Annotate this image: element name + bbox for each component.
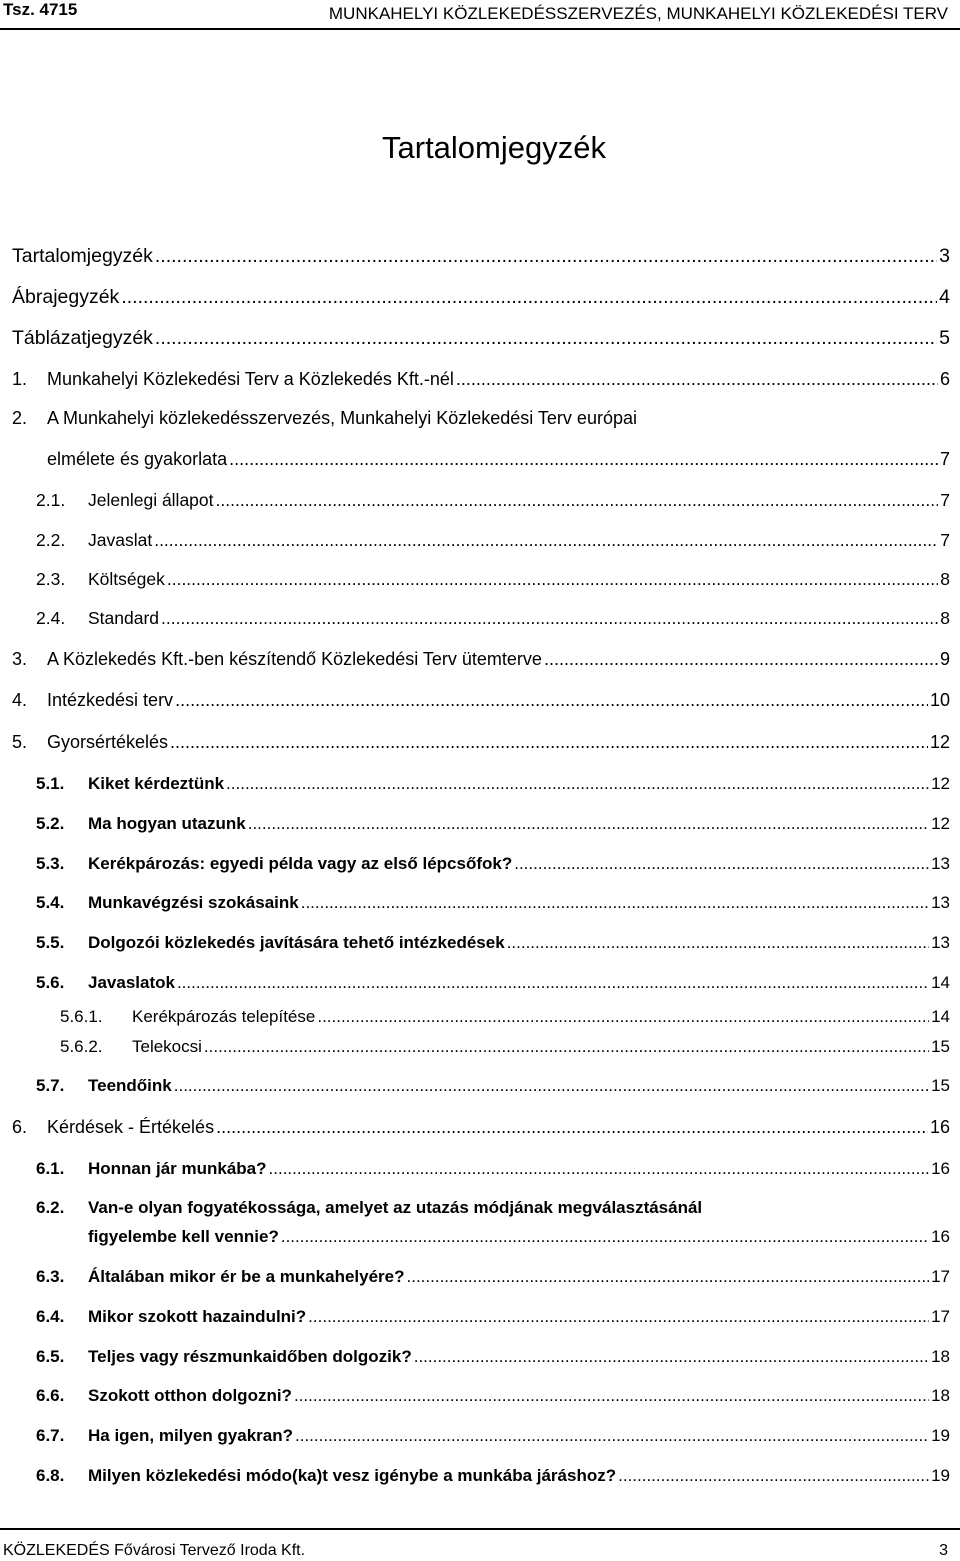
toc-entry-text: Teendőink [88,1076,172,1095]
toc-entry-number: 6.4. [36,1307,65,1326]
toc-leader [269,1159,930,1179]
toc-leader [226,774,929,794]
toc-entry-page: 7 [940,530,950,550]
toc-entry-number: 6.8. [36,1466,65,1485]
toc-entry-number: 6.6. [36,1386,65,1405]
toc-leader [167,569,938,590]
toc-entry[interactable] [12,327,950,350]
toc-leader [544,649,938,670]
toc-entry[interactable] [36,893,950,913]
toc-leader [308,1307,929,1327]
toc-entry-number: 2.4. [36,608,66,628]
toc-leader [407,1267,930,1287]
toc-entry-number: 5.5. [36,933,65,952]
toc-entry-text: elmélete és gyakorlata [47,449,228,469]
toc-entry-number: 5.6.1. [60,1007,103,1026]
toc-leader [281,1227,929,1247]
toc-entry-page: 13 [931,854,950,873]
toc-entry-number: 2.2. [36,530,66,550]
page-footer [0,1528,960,1561]
toc-entry[interactable] [36,490,950,511]
toc-entry[interactable] [36,1307,950,1327]
toc-entry-page: 18 [931,1386,950,1405]
toc-entry-page: 10 [929,690,950,710]
toc-entry-text: Munkavégzési szokásaink [88,893,299,912]
toc-entry-text: Jelenlegi állapot [88,490,214,510]
toc-entry-number: 6.1. [36,1159,65,1178]
page-title: Tartalomjegyzék [382,130,606,165]
toc-entry-text: Dolgozói közlekedés javítására tehető intézkedések [88,933,505,952]
toc-leader [170,732,928,753]
toc-entry[interactable] [36,1347,950,1367]
toc-entry[interactable] [36,1386,950,1406]
toc-entry[interactable] [36,854,950,874]
toc-entry-page: 14 [931,1007,950,1026]
toc-entry[interactable] [36,608,950,629]
toc-entry-number: 5.4. [36,893,65,912]
toc-entry[interactable] [36,1267,950,1287]
toc-entry-page: 16 [929,1117,950,1137]
toc-leader [414,1347,929,1367]
footer-rule [0,1528,960,1530]
toc-entry-number: 6.3. [36,1267,65,1286]
toc-entry-number: 5.3. [36,854,65,873]
toc-entry-text: Gyorsértékelés [47,732,169,752]
toc-entry[interactable] [36,1426,950,1446]
toc-leader [154,530,938,551]
toc-entry-number: 2.3. [36,569,66,589]
toc-leader [618,1466,929,1486]
toc-entry[interactable] [12,369,950,390]
document-number: Tsz. 4715 [3,0,78,19]
toc-entry-page: 16 [931,1227,950,1246]
toc-entry-text: Javaslat [88,530,153,550]
toc-entry-page: 19 [931,1426,950,1445]
toc-leader [294,1386,929,1406]
toc-entry-page: 16 [931,1159,950,1178]
toc-entry-number: 6.2. [36,1198,65,1217]
toc-entry-number: 1. [12,369,28,389]
toc-entry-number: 5.7. [36,1076,65,1095]
toc-entry-text: Kiket kérdeztünk [88,774,225,793]
toc-leader [121,286,937,309]
toc-entry-number: 6. [12,1117,28,1137]
toc-entry-page: 12 [929,732,950,752]
toc-entry[interactable] [60,1007,950,1027]
toc-entry-page: 4 [939,286,950,308]
toc-entry-page: 13 [931,893,950,912]
toc-leader [514,854,929,874]
toc-entry-text: Standard [88,608,160,628]
toc-entry-text: Honnan jár munkába? [88,1159,267,1178]
toc-entry-number: 5.6. [36,973,65,992]
toc-entry-page: 12 [931,814,950,833]
toc-entry[interactable] [12,1117,950,1138]
toc-entry-page: 8 [940,569,950,589]
toc-entry[interactable] [36,973,950,993]
toc-entry-continuation[interactable] [88,1227,950,1247]
toc-entry-number: 6.5. [36,1347,65,1366]
toc-entry[interactable] [36,1466,950,1486]
toc-entry[interactable] [36,933,950,953]
toc-entry-page: 17 [931,1307,950,1326]
toc-entry-page: 5 [939,327,950,349]
toc-entry-page: 12 [931,774,950,793]
toc-entry-text: Szokott otthon dolgozni? [88,1386,292,1405]
toc-entry[interactable] [12,690,950,711]
toc-entry-number: 5.1. [36,774,65,793]
toc-entry-number: 5.2. [36,814,65,833]
toc-entry-number: 2.1. [36,490,66,510]
toc-entry-number: 4. [12,690,28,710]
toc-entry-text: Milyen közlekedési módo(ka)t vesz igénybe a munkába járáshoz? [88,1466,617,1485]
toc-entry-text: Táblázatjegyzék [12,327,153,349]
toc-leader [248,814,929,834]
toc-leader [177,973,929,993]
toc-leader [229,449,938,470]
toc-entry-number: 5.6.2. [60,1037,103,1056]
toc-leader [456,369,938,390]
running-title: MUNKAHELYI KÖZLEKEDÉSSZERVEZÉS, MUNKAHELYI KÖZLEKEDÉSI TERV [328,4,948,23]
toc-leader [175,690,928,711]
toc-entry-page: 7 [940,490,950,510]
toc-entry-text: A Munkahelyi közlekedésszervezés, Munkahelyi Közlekedési Terv európai [47,408,637,428]
toc-leader [204,1037,929,1057]
toc-entry-number: 6.7. [36,1426,65,1445]
toc-entry-page: 3 [939,245,950,267]
toc-entry-number: 5. [12,732,28,752]
toc-entry-number: 3. [12,649,28,669]
toc-entry-page: 15 [931,1076,950,1095]
toc-entry-text: A Közlekedés Kft.-ben készítendő Közlekedési Terv ütemterve [47,649,542,669]
toc-leader [155,245,937,268]
toc-entry-text: Munkahelyi Közlekedési Terv a Közlekedés Kft.-nél [47,369,454,389]
toc-entry-page: 14 [931,973,950,992]
toc-entry-text: Költségek [88,569,165,589]
toc-leader [301,893,929,913]
toc-entry-text: Tartalomjegyzék [12,245,153,267]
toc-entry[interactable] [12,732,950,753]
toc-entry-text: Ábrajegyzék [12,286,120,308]
toc-entry-number: 2. [12,408,28,428]
toc-entry[interactable] [12,649,950,670]
toc-entry-page: 13 [931,933,950,952]
toc-entry[interactable] [36,814,950,834]
toc-leader [161,608,938,629]
toc-entry-page: 18 [931,1347,950,1366]
toc-entry-text: Mikor szokott hazaindulni? [88,1307,307,1326]
toc-entry-page: 8 [940,608,950,628]
toc-entry-text: Telekocsi [132,1037,202,1056]
toc-entry-text: Ma hogyan utazunk [88,814,246,833]
toc-entry[interactable] [36,1198,702,1218]
page-number: 3 [939,1542,948,1559]
toc-entry[interactable] [12,245,950,268]
toc-leader [216,1117,928,1138]
toc-entry[interactable] [60,1037,950,1057]
toc-entry-page: 15 [931,1037,950,1056]
toc-entry[interactable] [36,530,950,551]
toc-entry-page: 6 [939,369,950,389]
toc-entry-text: Kerékpározás: egyedi példa vagy az első lépcsőfok? [88,854,513,873]
toc-entry[interactable] [12,286,950,309]
toc-leader [216,490,939,511]
toc-entry-page: 9 [939,649,950,669]
toc-entry-text: Általában mikor ér be a munkahelyére? [88,1267,405,1286]
toc-entry-page: 7 [939,449,950,469]
toc-leader [295,1426,929,1446]
toc-leader [507,933,929,953]
toc-entry-text: Ha igen, milyen gyakran? [88,1426,294,1445]
toc-entry[interactable] [12,408,637,429]
publisher-name: KÖZLEKEDÉS Fővárosi Tervező Iroda Kft. [3,1542,306,1559]
toc-entry[interactable] [36,774,950,794]
toc-entry-page: 17 [931,1267,950,1286]
toc-entry-continuation[interactable] [47,449,950,470]
toc-entry-text: Kerékpározás telepítése [132,1007,316,1026]
toc-leader [317,1007,929,1027]
toc-entry-text: Van-e olyan fogyatékossága, amelyet az utazás módjának megválasztásánál [88,1198,703,1217]
toc-leader [174,1076,929,1096]
toc-entry-page: 19 [931,1466,950,1485]
toc-leader [155,327,937,350]
toc-entry[interactable] [36,1159,950,1179]
toc-entry[interactable] [36,569,950,590]
toc-entry-text: Javaslatok [88,973,175,992]
toc-entry[interactable] [36,1076,950,1096]
toc-entry-text: figyelembe kell vennie? [88,1227,279,1246]
toc-entry-text: Teljes vagy részmunkaidőben dolgozik? [88,1347,412,1366]
toc-entry-text: Intézkedési terv [47,690,174,710]
toc-entry-text: Kérdések - Értékelés [47,1117,215,1137]
